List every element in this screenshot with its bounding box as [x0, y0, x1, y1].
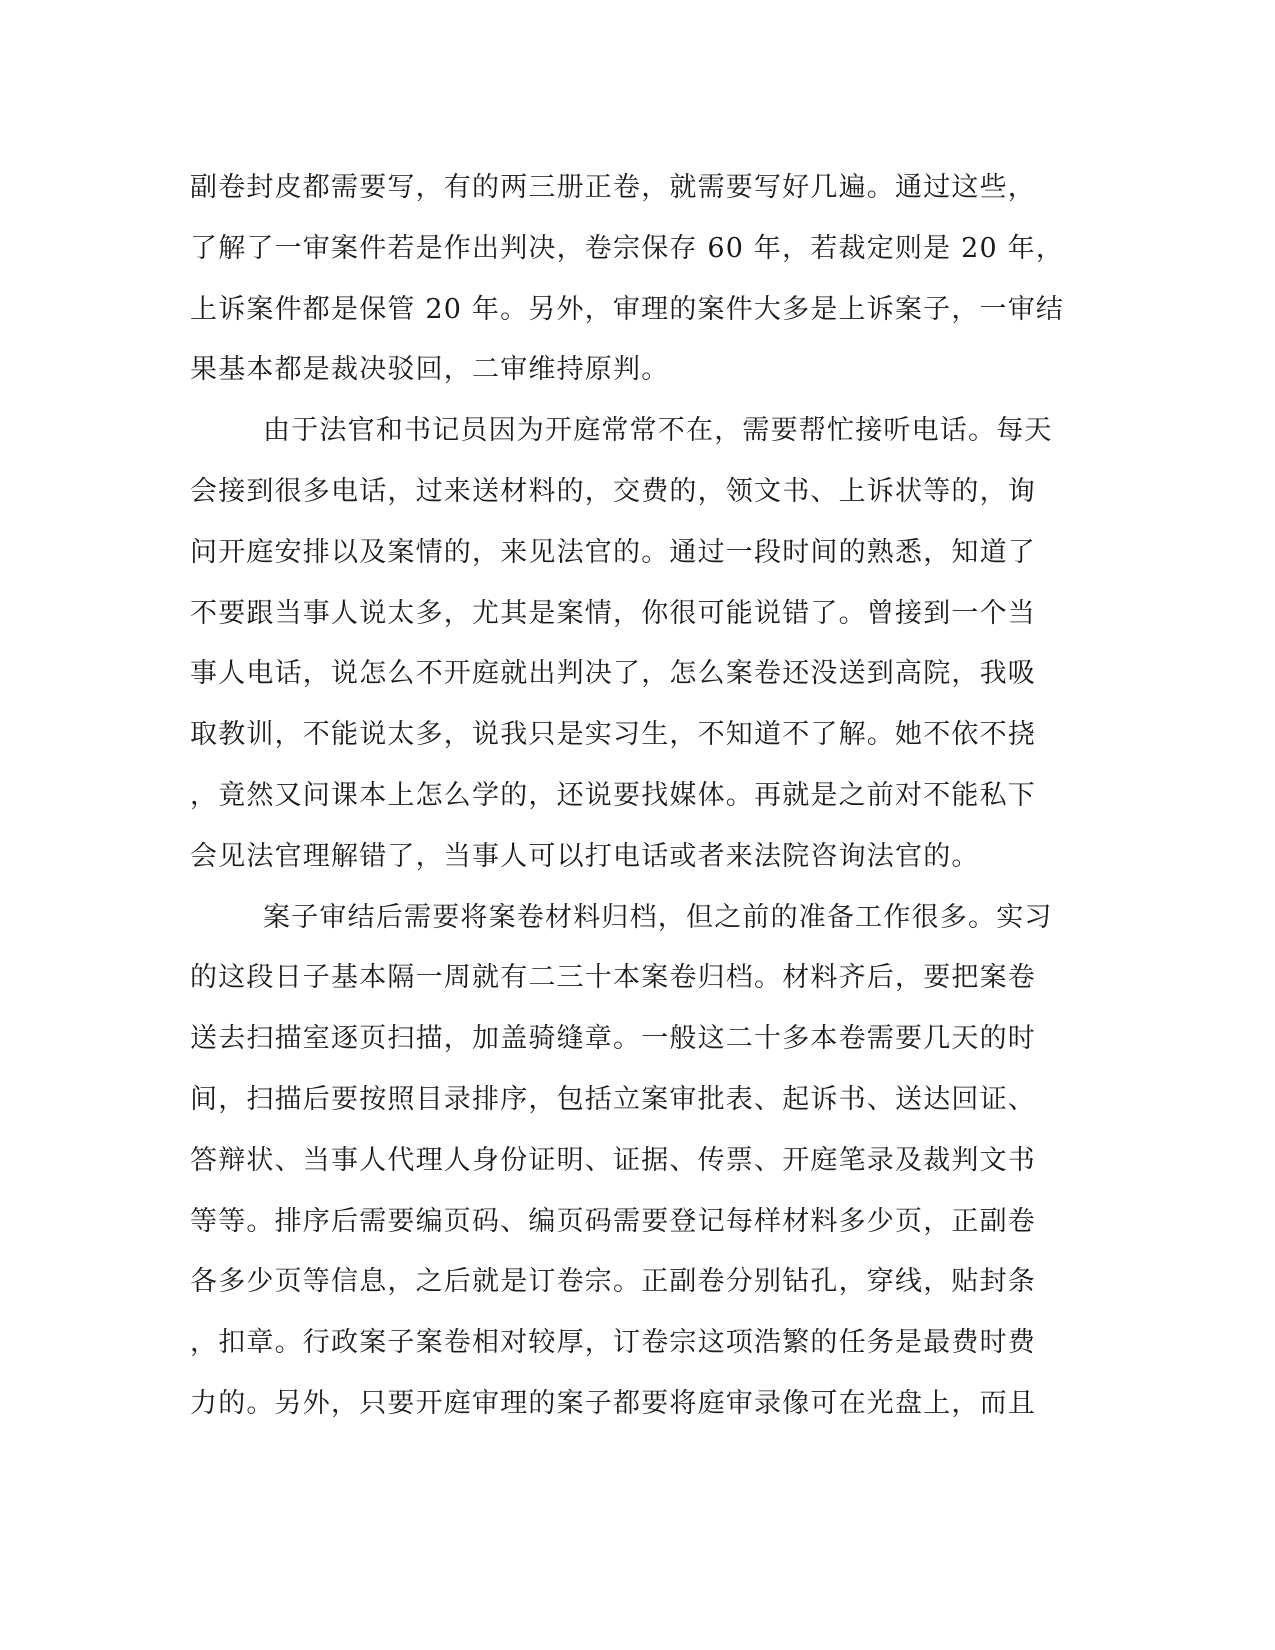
text-line: 等等。排序后需要编页码、编页码需要登记每样材料多少页，正副卷 [190, 1205, 1036, 1237]
text-line: 的这段日子基本隔一周就有二三十本案卷归档。材料齐后，要把案卷 [190, 962, 1036, 994]
text-line: 取教训，不能说太多，说我只是实习生，不知道不了解。她不依不挠 [190, 719, 1036, 751]
text-line: 各多少页等信息，之后就是订卷宗。正副卷分别钻孔，穿线，贴封条 [190, 1266, 1036, 1298]
text-line: 不要跟当事人说太多，尤其是案情，你很可能说错了。曾接到一个当 [190, 597, 1036, 629]
text-line: 力的。另外，只要开庭审理的案子都要将庭审录像可在光盘上，而且 [190, 1387, 1036, 1419]
text-line: 果基本都是裁决驳回，二审维持原判。 [190, 354, 670, 386]
text-line: 事人电话，说怎么不开庭就出判决了，怎么案卷还没送到高院，我吸 [190, 658, 1036, 690]
text-line: 送去扫描室逐页扫描，加盖骑缝章。一般这二十多本卷需要几天的时 [190, 1023, 1036, 1055]
text-line: 间，扫描后要按照目录排序，包括立案审批表、起诉书、送达回证、 [190, 1083, 1036, 1115]
text-line: 副卷封皮都需要写，有的两三册正卷，就需要写好几遍。通过这些， [190, 172, 1036, 203]
text-line: 会见法官理解错了，当事人可以打电话或者来法院咨询法官的。 [190, 840, 980, 872]
paragraph-start-line: 案子审结后需要将案卷材料归档，但之前的准备工作很多。实习 [263, 901, 1053, 933]
text-line: 答辩状、当事人代理人身份证明、证据、传票、开庭笔录及裁判文书 [190, 1144, 1036, 1176]
text-line: 会接到很多电话，过来送材料的，交费的，领文书、上诉状等的，询 [190, 475, 1036, 507]
paragraph-start-line: 由于法官和书记员因为开庭常常不在，需要帮忙接听电话。每天 [263, 415, 1053, 447]
document-body [190, 158, 1080, 1435]
text-line: 上诉案件都是保管 20 年。另外，审理的案件大多是上诉案子，一审结 [190, 293, 1065, 325]
text-line: 问开庭安排以及案情的，来见法官的。通过一段时间的熟悉，知道了 [190, 536, 1036, 568]
text-line: ，竟然又问课本上怎么学的，还说要找媒体。再就是之前对不能私下 [190, 779, 1036, 811]
text-line: ，扣章。行政案子案卷相对较厚，订卷宗这项浩繁的任务是最费时费 [190, 1327, 1036, 1359]
text-line: 了解了一审案件若是作出判决，卷宗保存 60 年，若裁定则是 20 年， [190, 232, 1065, 264]
